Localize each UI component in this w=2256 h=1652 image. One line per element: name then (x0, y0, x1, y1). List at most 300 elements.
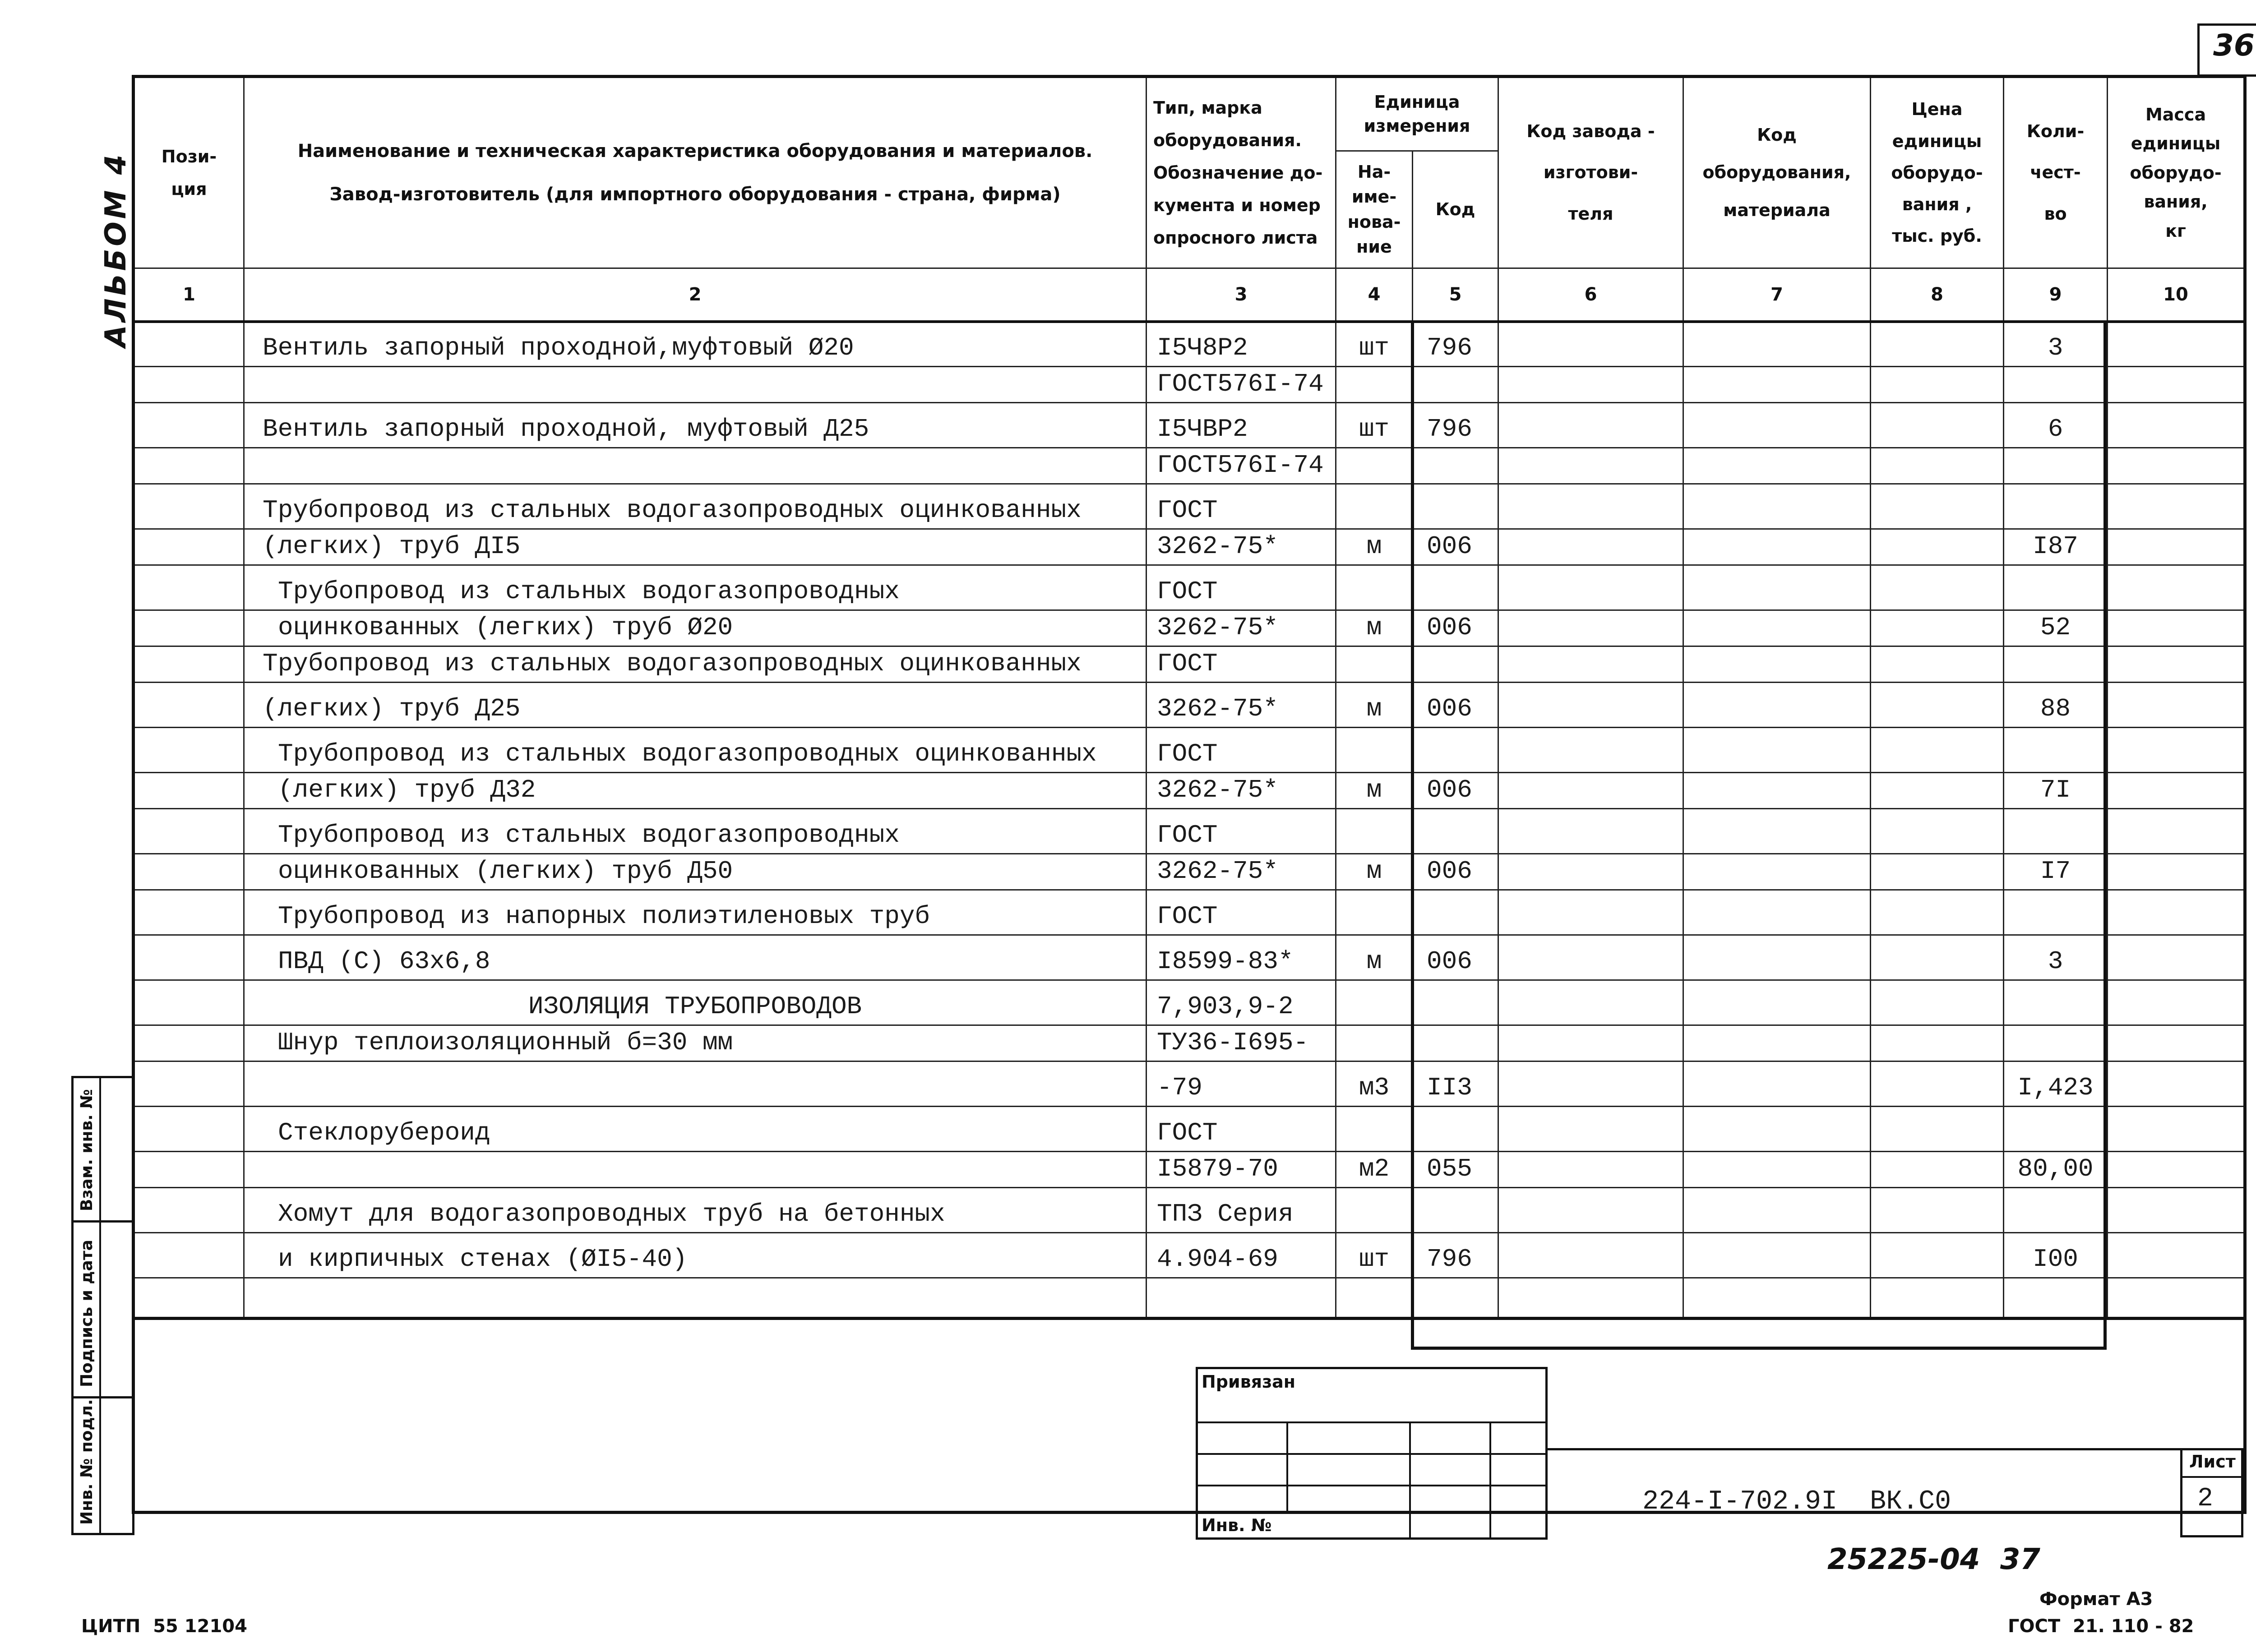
row-position-cell (134, 646, 244, 683)
row-unit-code-cell: 055 (1413, 1152, 1498, 1188)
row-equipment-code-cell (1683, 448, 1871, 484)
row-name-cell (244, 448, 1146, 484)
col-number: 5 (1413, 268, 1498, 322)
row-mass-cell (2108, 1025, 2245, 1061)
row-unit-code-cell (1413, 809, 1498, 854)
row-type-cell: ГОСТ (1146, 484, 1336, 529)
row-unit-cell (1336, 484, 1413, 529)
row-equipment-code-cell (1683, 1061, 1871, 1107)
row-mass-cell (2108, 1061, 2245, 1107)
header-quantity: Коли- чест- во (2004, 77, 2108, 268)
header-factory-code: Код завода - изготови- теля (1498, 77, 1683, 268)
row-factory-code-cell (1498, 1025, 1683, 1061)
row-equipment-code-cell (1683, 1152, 1871, 1188)
table-row (134, 683, 2245, 728)
row-quantity-cell: 6 (2004, 403, 2108, 448)
list-number: 2 (2197, 1484, 2213, 1514)
row-factory-code-cell (1498, 646, 1683, 683)
row-equipment-code-cell (1683, 1278, 1871, 1319)
row-unit-cell: шт (1336, 1233, 1413, 1278)
row-unit-cell (1336, 1025, 1413, 1061)
table-row (134, 935, 2245, 980)
row-price-cell (1871, 1278, 2004, 1319)
row-unit-code-cell: 006 (1413, 683, 1498, 728)
row-quantity-cell: 80,00 (2004, 1152, 2108, 1188)
row-unit-cell: м (1336, 610, 1413, 646)
table-row (134, 448, 2245, 484)
list-label: Лист (2189, 1452, 2236, 1472)
row-equipment-code-cell (1683, 484, 1871, 529)
row-factory-code-cell (1498, 403, 1683, 448)
col-number: 8 (1871, 268, 2004, 322)
row-equipment-code-cell (1683, 935, 1871, 980)
row-factory-code-cell (1498, 1188, 1683, 1233)
col-number: 7 (1683, 268, 1871, 322)
row-type-cell: ГОСТ (1146, 1107, 1336, 1152)
row-unit-cell (1336, 809, 1413, 854)
row-equipment-code-cell (1683, 854, 1871, 890)
col-number: 10 (2108, 268, 2245, 322)
row-name-cell: и кирпичных стенах (ØI5-40) (244, 1233, 1146, 1278)
table-row (134, 610, 2245, 646)
row-position-cell (134, 935, 244, 980)
row-position-cell (134, 1233, 244, 1278)
row-price-cell (1871, 728, 2004, 773)
row-price-cell (1871, 683, 2004, 728)
row-mass-cell (2108, 529, 2245, 565)
row-quantity-cell (2004, 1188, 2108, 1233)
row-unit-code-cell (1413, 1107, 1498, 1152)
row-unit-code-cell (1413, 367, 1498, 403)
row-factory-code-cell (1498, 728, 1683, 773)
row-unit-cell (1336, 646, 1413, 683)
stamp-top-rule (1545, 1448, 2243, 1450)
row-name-cell: (легких) труб ДI5 (244, 529, 1146, 565)
row-position-cell (134, 1188, 244, 1233)
row-equipment-code-cell (1683, 773, 1871, 809)
row-mass-cell (2108, 683, 2245, 728)
row-unit-code-cell: 006 (1413, 935, 1498, 980)
row-type-cell: 7,903,9-2 (1146, 980, 1336, 1025)
row-quantity-cell (2004, 646, 2108, 683)
header-price: Цена единицы оборудо- вания , тыс. руб. (1871, 77, 2004, 268)
row-quantity-cell: I7 (2004, 854, 2108, 890)
row-name-cell: Трубопровод из стальных водогазопроводных оцинкованных (244, 728, 1146, 773)
row-quantity-cell (2004, 1278, 2108, 1319)
header-type: Тип, марка оборудования. Обозначение до- кумента и номер опросного листа (1146, 77, 1336, 268)
row-equipment-code-cell (1683, 1188, 1871, 1233)
header-unit-group: Единица измерения (1336, 77, 1498, 151)
row-equipment-code-cell (1683, 610, 1871, 646)
row-name-cell: Трубопровод из стальных водогазопроводных (244, 565, 1146, 610)
row-mass-cell (2108, 610, 2245, 646)
row-mass-cell (2108, 1233, 2245, 1278)
row-equipment-code-cell (1683, 1233, 1871, 1278)
table-row (134, 1025, 2245, 1061)
row-factory-code-cell (1498, 1152, 1683, 1188)
row-factory-code-cell (1498, 1107, 1683, 1152)
row-unit-cell: шт (1336, 403, 1413, 448)
row-price-cell (1871, 980, 2004, 1025)
row-unit-cell: м (1336, 935, 1413, 980)
row-mass-cell (2108, 646, 2245, 683)
row-unit-code-cell: 796 (1413, 403, 1498, 448)
row-equipment-code-cell (1683, 728, 1871, 773)
privyazan-label: Привязан (1202, 1372, 1296, 1392)
row-price-cell (1871, 854, 2004, 890)
document-code: 224-I-702.9I ВК.С0 (1642, 1486, 1951, 1517)
row-type-cell: 3262-75* (1146, 854, 1336, 890)
row-factory-code-cell (1498, 980, 1683, 1025)
table-row (134, 1152, 2245, 1188)
row-quantity-cell: 3 (2004, 935, 2108, 980)
row-name-cell (244, 1152, 1146, 1188)
row-position-cell (134, 367, 244, 403)
row-position-cell (134, 1152, 244, 1188)
row-type-cell (1146, 1278, 1336, 1319)
row-mass-cell (2108, 773, 2245, 809)
row-unit-code-cell (1413, 646, 1498, 683)
row-unit-code-cell: 796 (1413, 322, 1498, 367)
table-row (134, 484, 2245, 529)
row-position-cell (134, 610, 244, 646)
row-name-cell: оцинкованных (легких) труб Ø20 (244, 610, 1146, 646)
row-position-cell (134, 529, 244, 565)
row-type-cell: I5ЧВР2 (1146, 403, 1336, 448)
table-row (134, 322, 2245, 367)
row-price-cell (1871, 484, 2004, 529)
row-name-cell: Вентиль запорный проходной, муфтовый Д25 (244, 403, 1146, 448)
row-price-cell (1871, 935, 2004, 980)
row-position-cell (134, 1061, 244, 1107)
row-price-cell (1871, 367, 2004, 403)
row-quantity-cell (2004, 809, 2108, 854)
footer-left: ЦИТП 55 12104 (81, 1616, 247, 1637)
row-quantity-cell: I87 (2004, 529, 2108, 565)
row-type-cell: 4.904-69 (1146, 1233, 1336, 1278)
row-name-cell: Вентиль запорный проходной,муфтовый Ø20 (244, 322, 1146, 367)
row-quantity-cell (2004, 728, 2108, 773)
table-row (134, 1188, 2245, 1233)
row-unit-code-cell (1413, 484, 1498, 529)
row-equipment-code-cell (1683, 529, 1871, 565)
row-price-cell (1871, 890, 2004, 935)
row-mass-cell (2108, 1152, 2245, 1188)
row-unit-cell (1336, 728, 1413, 773)
header-mass: Масса единицы оборудо- вания, кг (2108, 77, 2245, 268)
row-equipment-code-cell (1683, 1025, 1871, 1061)
row-equipment-code-cell (1683, 646, 1871, 683)
row-price-cell (1871, 1061, 2004, 1107)
row-quantity-cell: 52 (2004, 610, 2108, 646)
row-quantity-cell (2004, 890, 2108, 935)
row-position-cell (134, 484, 244, 529)
row-position-cell (134, 683, 244, 728)
row-price-cell (1871, 565, 2004, 610)
row-factory-code-cell (1498, 610, 1683, 646)
archive-number: 25225-04 37 (1827, 1543, 2040, 1576)
header-name: Наименование и техническая характеристика оборудования и материалов. Завод-изготовитель (для импортного оборудования - страна, фирма) (244, 77, 1146, 268)
row-position-cell (134, 1025, 244, 1061)
header-position: Пози- ция (134, 77, 244, 268)
row-price-cell (1871, 1107, 2004, 1152)
row-quantity-cell: I00 (2004, 1233, 2108, 1278)
row-name-cell: (легких) труб Д25 (244, 683, 1146, 728)
row-mass-cell (2108, 809, 2245, 854)
row-mass-cell (2108, 980, 2245, 1025)
row-type-cell: I8599-83* (1146, 935, 1336, 980)
row-type-cell: I5Ч8Р2 (1146, 322, 1336, 367)
inv-no-label: Инв. № (1202, 1515, 1272, 1536)
row-position-cell (134, 980, 244, 1025)
row-mass-cell (2108, 367, 2245, 403)
row-factory-code-cell (1498, 1278, 1683, 1319)
row-equipment-code-cell (1683, 683, 1871, 728)
row-quantity-cell: 3 (2004, 322, 2108, 367)
table-row (134, 1233, 2245, 1278)
row-equipment-code-cell (1683, 809, 1871, 854)
row-unit-cell (1336, 980, 1413, 1025)
row-factory-code-cell (1498, 935, 1683, 980)
row-unit-cell (1336, 565, 1413, 610)
table-row (134, 1278, 2245, 1319)
row-factory-code-cell (1498, 322, 1683, 367)
row-type-cell: ГОСТ (1146, 565, 1336, 610)
row-type-cell: 3262-75* (1146, 610, 1336, 646)
row-unit-code-cell: 006 (1413, 854, 1498, 890)
row-position-cell (134, 890, 244, 935)
row-unit-cell: м (1336, 683, 1413, 728)
row-quantity-cell (2004, 980, 2108, 1025)
row-unit-code-cell: II3 (1413, 1061, 1498, 1107)
row-type-cell: ГОСТ576I-74 (1146, 448, 1336, 484)
row-price-cell (1871, 809, 2004, 854)
row-unit-cell (1336, 1278, 1413, 1319)
row-type-cell: 3262-75* (1146, 683, 1336, 728)
table-row (134, 1107, 2245, 1152)
col-number: 9 (2004, 268, 2108, 322)
row-unit-cell (1336, 1188, 1413, 1233)
row-price-cell (1871, 529, 2004, 565)
row-type-cell: 3262-75* (1146, 773, 1336, 809)
row-name-cell (244, 1278, 1146, 1319)
row-equipment-code-cell (1683, 367, 1871, 403)
row-mass-cell (2108, 565, 2245, 610)
side-label-inv-podl: Инв. № подл. (78, 1399, 96, 1525)
row-unit-code-cell: 006 (1413, 529, 1498, 565)
row-type-cell: ГОСТ576I-74 (1146, 367, 1336, 403)
row-type-cell: ТУ36-I695- (1146, 1025, 1336, 1061)
table-row (134, 809, 2245, 854)
row-unit-code-cell (1413, 448, 1498, 484)
thick-rule-bottom (1411, 1347, 2107, 1350)
row-equipment-code-cell (1683, 890, 1871, 935)
header-equipment-code: Код оборудования, материала (1683, 77, 1871, 268)
row-type-cell: -79 (1146, 1061, 1336, 1107)
row-price-cell (1871, 322, 2004, 367)
row-name-cell: (легких) труб Д32 (244, 773, 1146, 809)
row-price-cell (1871, 1188, 2004, 1233)
row-price-cell (1871, 1233, 2004, 1278)
row-unit-cell: м (1336, 529, 1413, 565)
table-row (134, 728, 2245, 773)
row-position-cell (134, 322, 244, 367)
row-mass-cell (2108, 1107, 2245, 1152)
row-quantity-cell: 88 (2004, 683, 2108, 728)
table-row (134, 980, 2245, 1025)
row-mass-cell (2108, 890, 2245, 935)
format-label: Формат А3 (2039, 1589, 2153, 1610)
row-quantity-cell (2004, 565, 2108, 610)
row-price-cell (1871, 610, 2004, 646)
row-quantity-cell: I,423 (2004, 1061, 2108, 1107)
row-type-cell: ГОСТ (1146, 890, 1336, 935)
row-name-cell: оцинкованных (легких) труб Д50 (244, 854, 1146, 890)
row-unit-code-cell (1413, 1025, 1498, 1061)
row-price-cell (1871, 646, 2004, 683)
row-position-cell (134, 773, 244, 809)
row-factory-code-cell (1498, 448, 1683, 484)
row-factory-code-cell (1498, 890, 1683, 935)
row-factory-code-cell (1498, 809, 1683, 854)
row-mass-cell (2108, 1188, 2245, 1233)
thick-rule-right (2103, 320, 2107, 1350)
row-position-cell (134, 809, 244, 854)
row-type-cell: I5879-70 (1146, 1152, 1336, 1188)
sheet-corner-number: 36 (2213, 28, 2255, 63)
row-name-cell: Стеклорубероид (244, 1107, 1146, 1152)
col-number: 3 (1146, 268, 1336, 322)
row-price-cell (1871, 773, 2004, 809)
row-name-cell (244, 367, 1146, 403)
row-mass-cell (2108, 935, 2245, 980)
row-factory-code-cell (1498, 484, 1683, 529)
table-row (134, 646, 2245, 683)
header-unit-code: Код (1413, 151, 1498, 268)
row-unit-cell (1336, 1107, 1413, 1152)
row-price-cell (1871, 403, 2004, 448)
row-factory-code-cell (1498, 1233, 1683, 1278)
list-box-divider (2180, 1476, 2243, 1478)
row-mass-cell (2108, 1278, 2245, 1319)
row-quantity-cell: 7I (2004, 773, 2108, 809)
row-unit-code-cell: 796 (1413, 1233, 1498, 1278)
row-name-cell: Трубопровод из напорных полиэтиленовых труб (244, 890, 1146, 935)
side-strip-divider (99, 1076, 101, 1535)
table-row (134, 773, 2245, 809)
row-unit-cell (1336, 367, 1413, 403)
row-position-cell (134, 1107, 244, 1152)
row-price-cell (1871, 1152, 2004, 1188)
row-mass-cell (2108, 484, 2245, 529)
row-unit-code-cell (1413, 728, 1498, 773)
row-position-cell (134, 448, 244, 484)
row-position-cell (134, 403, 244, 448)
row-factory-code-cell (1498, 683, 1683, 728)
row-name-cell: Трубопровод из стальных водогазопроводных оцинкованных (244, 484, 1146, 529)
row-unit-cell (1336, 448, 1413, 484)
row-mass-cell (2108, 322, 2245, 367)
row-equipment-code-cell (1683, 980, 1871, 1025)
row-quantity-cell (2004, 1025, 2108, 1061)
col-number: 2 (244, 268, 1146, 322)
row-mass-cell (2108, 854, 2245, 890)
row-unit-cell (1336, 890, 1413, 935)
col-number: 1 (134, 268, 244, 322)
row-unit-cell: м (1336, 773, 1413, 809)
row-unit-cell: м3 (1336, 1061, 1413, 1107)
row-price-cell (1871, 1025, 2004, 1061)
table-row (134, 403, 2245, 448)
row-equipment-code-cell (1683, 322, 1871, 367)
footer-right: ГОСТ 21. 110 - 82 (2008, 1616, 2194, 1637)
row-factory-code-cell (1498, 565, 1683, 610)
table-row (134, 890, 2245, 935)
row-unit-cell: м2 (1336, 1152, 1413, 1188)
row-factory-code-cell (1498, 367, 1683, 403)
row-equipment-code-cell (1683, 403, 1871, 448)
row-quantity-cell (2004, 1107, 2108, 1152)
row-position-cell (134, 565, 244, 610)
row-factory-code-cell (1498, 854, 1683, 890)
row-equipment-code-cell (1683, 565, 1871, 610)
row-factory-code-cell (1498, 529, 1683, 565)
row-name-cell: Хомут для водогазопроводных труб на бетонных (244, 1188, 1146, 1233)
row-type-cell: ГОСТ (1146, 646, 1336, 683)
row-name-cell: Трубопровод из стальных водогазопроводных оцинкованных (244, 646, 1146, 683)
row-unit-code-cell (1413, 980, 1498, 1025)
row-type-cell: 3262-75* (1146, 529, 1336, 565)
row-unit-cell: м (1336, 854, 1413, 890)
table-row (134, 367, 2245, 403)
row-position-cell (134, 854, 244, 890)
row-mass-cell (2108, 728, 2245, 773)
row-mass-cell (2108, 403, 2245, 448)
row-equipment-code-cell (1683, 1107, 1871, 1152)
row-unit-code-cell: 006 (1413, 773, 1498, 809)
table-row (134, 854, 2245, 890)
row-name-cell: ПВД (С) 63х6,8 (244, 935, 1146, 980)
specification-table (132, 75, 2247, 1514)
album-label: АЛЬБОМ 4 (99, 152, 133, 347)
row-type-cell: ТПЗ Серия (1146, 1188, 1336, 1233)
row-position-cell (134, 728, 244, 773)
side-label-inv-vzam: Взам. инв. № (78, 1089, 96, 1211)
row-quantity-cell (2004, 367, 2108, 403)
thick-rule-left (1411, 320, 1414, 1350)
row-quantity-cell (2004, 448, 2108, 484)
row-quantity-cell (2004, 484, 2108, 529)
side-label-sign-date: Подпись и дата (78, 1240, 96, 1387)
row-unit-code-cell (1413, 890, 1498, 935)
row-factory-code-cell (1498, 1061, 1683, 1107)
row-unit-cell: шт (1336, 322, 1413, 367)
privyazan-stamp (1196, 1367, 1548, 1540)
row-name-cell: Трубопровод из стальных водогазопроводных (244, 809, 1146, 854)
table-row (134, 529, 2245, 565)
row-unit-code-cell: 006 (1413, 610, 1498, 646)
row-type-cell: ГОСТ (1146, 728, 1336, 773)
table-row (134, 565, 2245, 610)
row-name-cell (244, 1061, 1146, 1107)
row-unit-code-cell (1413, 1278, 1498, 1319)
row-position-cell (134, 1278, 244, 1319)
row-price-cell (1871, 448, 2004, 484)
row-type-cell: ГОСТ (1146, 809, 1336, 854)
row-unit-code-cell (1413, 1188, 1498, 1233)
row-factory-code-cell (1498, 773, 1683, 809)
row-mass-cell (2108, 448, 2245, 484)
